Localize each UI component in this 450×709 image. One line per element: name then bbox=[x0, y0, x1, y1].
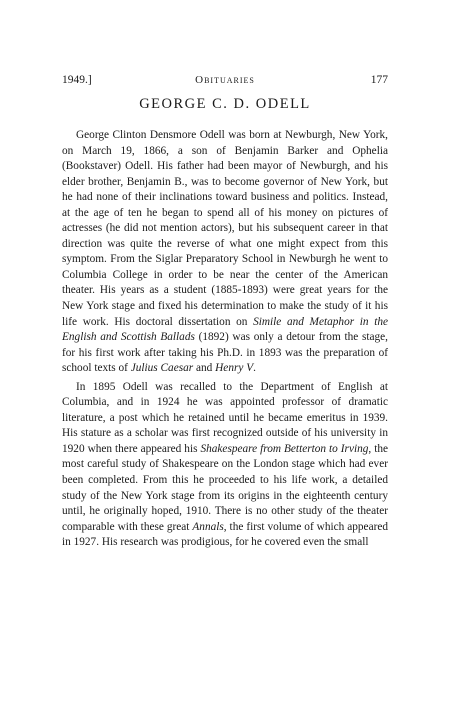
paragraph-text: , the most careful study of Shakespeare on the London stage which had ever been completed. From this he proceeded to his life work, a detailed study of the New York stage from its origins in the eighteenth century until, he originally hoped, 1910. There is no other study of the theater comparable with these great bbox=[62, 442, 389, 533]
article-title: GEORGE C. D. ODELL bbox=[139, 96, 311, 112]
italic-title-text: Henry V bbox=[215, 362, 254, 375]
italic-title-text: Simile and Metaphor in the English and Scottish Ballads bbox=[62, 315, 388, 344]
paragraph-text: In 1895 Odell was recalled to the Department of English at Columbia, and in 1924 he was appointed professor of dramatic literature, a post which he retained until he became emeritus in 1939. His stature as a scholar was first recognized outside of his university in 1920 when there appeared his bbox=[62, 380, 388, 455]
running-head bbox=[62, 74, 388, 90]
paragraph bbox=[62, 380, 388, 551]
paragraph-text: , the first volume of which appeared in 1927. His research was prodigious, for he covered even the small bbox=[62, 520, 389, 549]
paragraph-text: (1892) was only a detour from the stage, for his first work after taking his Ph.D. in 1893 was the preparation of school texts of bbox=[62, 331, 388, 375]
paragraph-text: . bbox=[253, 362, 256, 375]
italic-title-text: Annals bbox=[192, 520, 224, 533]
paragraph-text: and bbox=[193, 362, 216, 375]
article-body bbox=[62, 128, 388, 554]
paragraph bbox=[62, 128, 388, 377]
italic-title-text: Shakespeare from Betterton to Irving bbox=[200, 442, 369, 455]
running-head-section: Obituaries bbox=[195, 74, 255, 86]
page-number: 177 bbox=[370, 74, 388, 86]
italic-title-text: Julius Caesar bbox=[130, 362, 194, 375]
running-head-year: 1949.] bbox=[62, 74, 92, 86]
paragraph-text: George Clinton Densmore Odell was born at Newburgh, New York, on March 19, 1866, a son of Benjamin Barker and Ophelia (Bookstaver) Odell. His father had been mayor of Newburgh, and his elder brother, Benjamin B., was to become governor of New York, but he had none of their inclinations toward business and politics. Instead, at the age of ten he began to spend all of his money on pictures of actresses (he did not mention actors), but his subsequent career in that direction was quite the reverse of what one might expect from this symptom. From the Siglar Preparatory School in Newburgh he went to Columbia College in order to be near the center of the American theater. His years as a student (1885-1893) were great years for the New York stage and fixed his determination to make the study of it his life work. His doctoral dissertation on bbox=[62, 129, 388, 328]
